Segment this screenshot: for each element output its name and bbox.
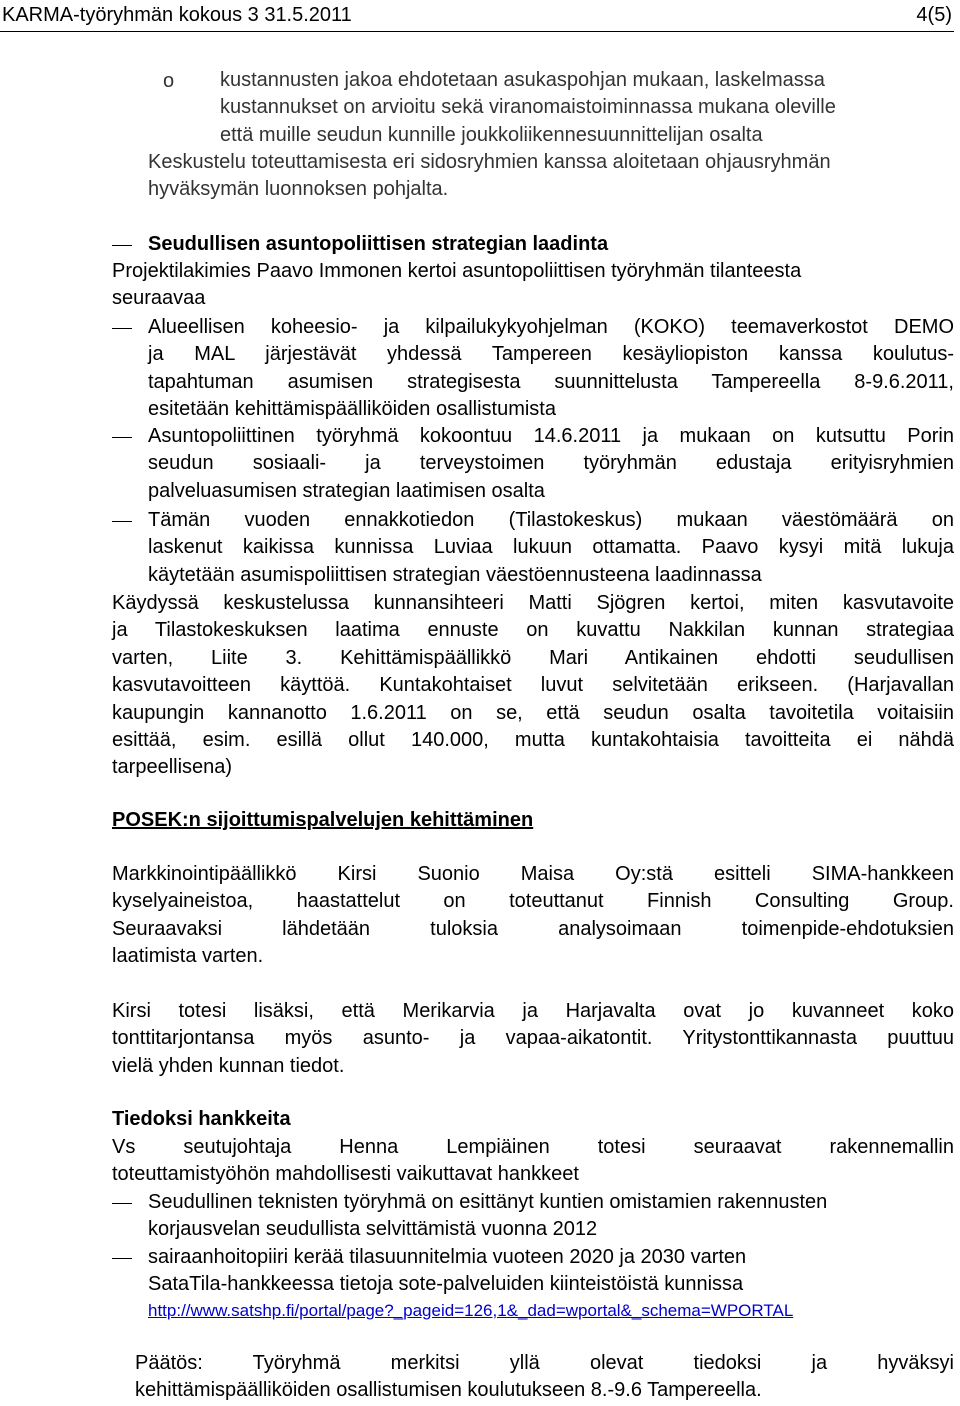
satshp-portal-link[interactable]: http://www.satshp.fi/portal/page?_pageid=126,1&_dad=wportal&_schema=WPORTAL	[148, 1301, 794, 1320]
decision-paragraph: Päätös: Työryhmä merkitsi yllä olevat tiedoksi ja hyväksyi kehittämispäälliköiden osallistumisen koulutukseen 8.-9.6 Tampereella.	[135, 1352, 954, 1402]
section3-intro: Vs seutujohtaja Henna Lempiäinen totesi seuraavat rakennemallin toteuttamistyöhön mahdollisesti vaikuttavat hankkeet	[112, 1136, 954, 1186]
intro-bullet-text: kustannusten jakoa ehdotetaan asukaspohjan mukaan, laskelmassa kustannukset on arvioitu sekä viranomaistoiminnassa mukana oleville että muille seudun kunnille joukkoliikennesuunnittelijan osalta	[220, 69, 836, 146]
section1-item3: Tämän vuoden ennakkotiedon (Tilastokeskus) mukaan väestömäärä on laskenut kaikissa kunnissa Luviaa lukuun ottamatta. Paavo kysyi mitä lukuja käytetään asumispoliittisen strategian väestöennusteena laadinnassa	[148, 509, 954, 586]
section3-link-line	[148, 1297, 793, 1324]
section3-heading: Tiedoksi hankkeita	[112, 1108, 291, 1130]
dash-bullet	[112, 521, 132, 522]
dash-bullet	[112, 1203, 132, 1204]
section3-item1: Seudullinen teknisten työryhmä on esittänyt kuntien omistamien rakennusten korjausvelan seudullista selvittämistä vuonna 2012	[148, 1191, 828, 1241]
dash-bullet	[112, 328, 132, 329]
section2-heading: POSEK:n sijoittumispalvelujen kehittäminen	[112, 809, 534, 831]
page-header	[0, 0, 954, 32]
section1-discussion: Käydyssä keskustelussa kunnansihteeri Matti Sjögren kertoi, miten kasvutavoite ja Tilastokeskuksen laatima ennuste on kuvattu Nakkilan kunnan strategiaa varten, Liite 3. Kehittämispäällikkö Mari Antikainen ehdotti seudullisen kasvutavoitteen käyttöä. Kuntakohtaiset luvut selvitetään erikseen. (Harjavallan kaupungin kannanotto 1.6.2011 on se, että seudun osalta tavoitetila voitaisiin esittää, esim. esillä ollut 140.000, mutta kuntakohtaisia tavoitteita ei nähdä tarpeellisena)	[112, 592, 954, 779]
intro-discussion: Keskustelu toteuttamisesta eri sidosryhmien kanssa aloitetaan ohjausryhmän hyväksymän luonnoksen pohjalta.	[148, 151, 831, 201]
section1-heading: Seudullisen asuntopoliittisen strategian laadinta	[148, 233, 609, 255]
dash-bullet	[112, 245, 132, 246]
page-number: 4(5)	[916, 4, 952, 26]
section2-paragraph1: Markkinointipäällikkö Kirsi Suonio Maisa Oy:stä esitteli SIMA-hankkeen kyselyaineistoa, haastattelut on toteuttanut Finnish Consulting Group. Seuraavaksi lähdetään tuloksia analysoimaan toimenpide-ehdotuksien laatimista varten.	[112, 863, 954, 968]
header-title: KARMA-työryhmän kokous 3 31.5.2011	[2, 4, 352, 26]
section1-intro: Projektilakimies Paavo Immonen kertoi asuntopoliittisen työryhmän tilanteesta seuraavaa	[112, 260, 802, 310]
section2-paragraph2: Kirsi totesi lisäksi, että Merikarvia ja Harjavalta ovat jo kuvanneet koko tonttitarjontansa myös asunto- ja vapaa-aikatontit. Yritystonttikannasta puuttuu vielä yhden kunnan tiedot.	[112, 1000, 954, 1077]
dash-bullet	[112, 1258, 132, 1259]
dash-bullet	[112, 437, 132, 438]
section3-item2: sairaanhoitopiiri kerää tilasuunnitelmia vuoteen 2020 ja 2030 varten SataTila-hankkeessa tietoja sote-palveluiden kiinteistöistä kunnissa	[148, 1246, 747, 1296]
bullet-o: o	[163, 70, 175, 92]
section1-item2: Asuntopoliittinen työryhmä kokoontuu 14.6.2011 ja mukaan on kutsuttu Porin seudun sosiaali- ja terveystoimen työryhmän edustaja erityisryhmien palveluasumisen strategian laatimisen osalta	[148, 425, 954, 502]
section1-item1: Alueellisen koheesio- ja kilpailukykyohjelman (KOKO) teemaverkostot DEMO ja MAL järjestävät yhdessä Tampereen kesäyliopiston kanssa koulutus- tapahtuman asumisen strategisesta suunnittelusta Tampereella 8-9.6.2011, esitetään kehittämispäälliköiden osallistumista	[148, 316, 954, 421]
